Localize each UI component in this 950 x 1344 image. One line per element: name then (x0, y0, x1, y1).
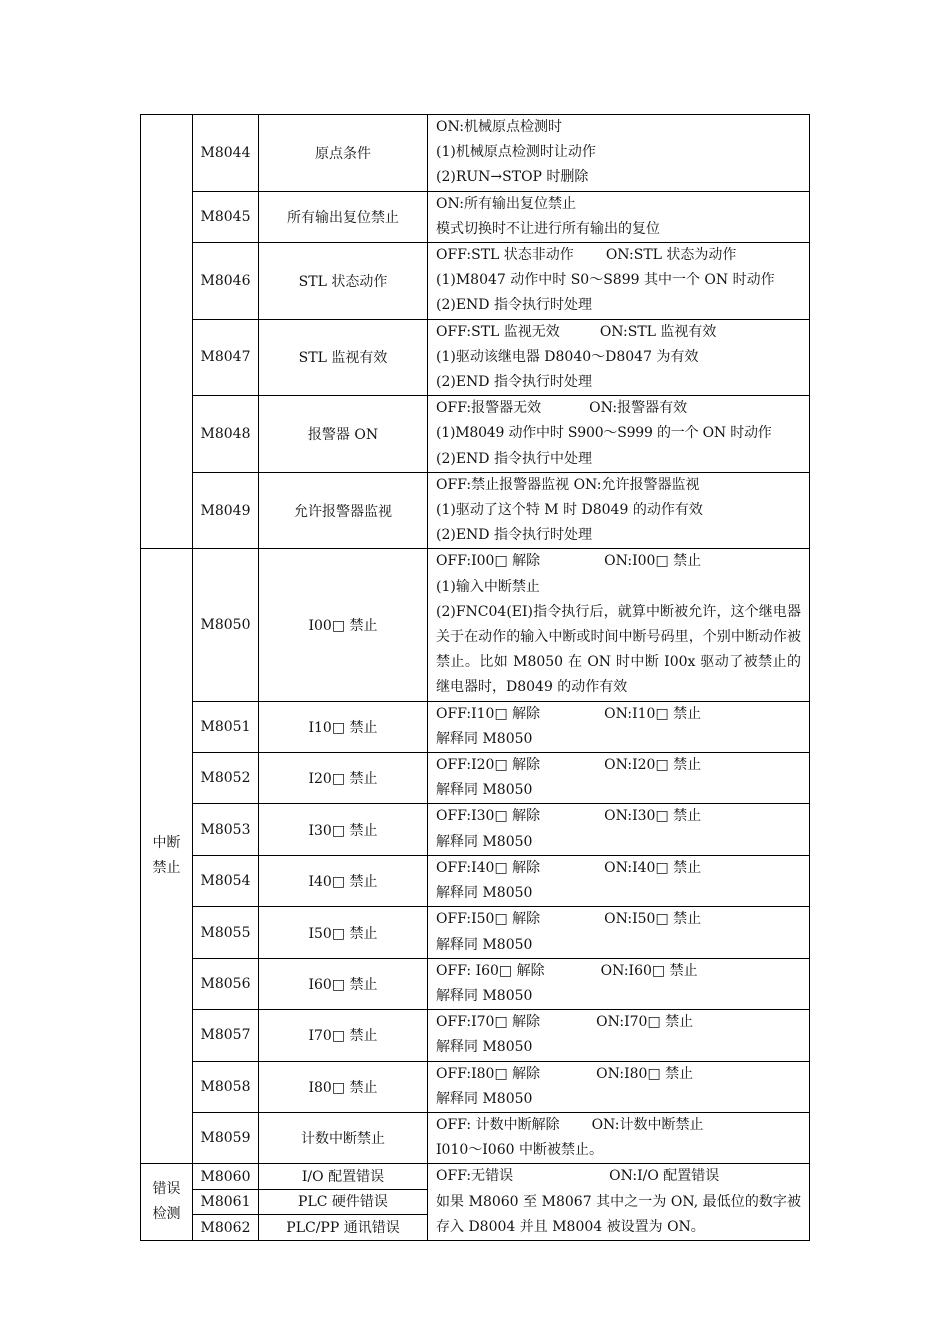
desc-line: (1)M8049 动作中时 S900～S999 的一个 ON 时动作 (436, 425, 772, 442)
off-state: OFF:I40□ 解除 (436, 859, 541, 876)
relay-code: M8044 (193, 115, 259, 192)
relay-code: M8053 (193, 804, 259, 855)
on-state: ON:I/O 配置错误 (609, 1168, 720, 1185)
desc-line: 解释同 M8050 (436, 1039, 533, 1056)
desc-line: 解释同 M8050 (436, 833, 533, 850)
off-state: OFF:STL 监视无效 (436, 323, 560, 340)
off-state: OFF:无错误 (436, 1168, 514, 1185)
relay-description (428, 1112, 810, 1163)
on-state: ON:I20□ 禁止 (604, 757, 702, 774)
off-state: OFF: I60□ 解除 (436, 962, 545, 979)
relay-name: I50□ 禁止 (259, 907, 428, 958)
relay-description (428, 472, 810, 549)
on-state: ON:I60□ 禁止 (600, 962, 698, 979)
on-state: ON:STL 监视有效 (599, 323, 717, 340)
category-label: 禁止 (152, 860, 181, 877)
table-row (141, 1164, 810, 1190)
relay-code: M8050 (193, 549, 259, 701)
table-row (141, 115, 810, 192)
relay-description (428, 753, 810, 804)
relay-name: 计数中断禁止 (259, 1112, 428, 1163)
relay-description (428, 549, 810, 701)
on-state: ON:报警器有效 (589, 400, 688, 417)
relay-description (428, 191, 810, 242)
off-state: OFF:I50□ 解除 (436, 911, 541, 928)
relay-code: M8057 (193, 1010, 259, 1061)
relay-name: I30□ 禁止 (259, 804, 428, 855)
relay-description (428, 1164, 810, 1241)
table-row (141, 958, 810, 1009)
relay-code: M8051 (193, 701, 259, 752)
relay-name: 允许报警器监视 (259, 472, 428, 549)
off-state: OFF:报警器无效 (436, 400, 542, 417)
relay-name: I40□ 禁止 (259, 855, 428, 906)
desc-line: OFF:禁止报警器监视 ON:允许报警器监视 (436, 476, 700, 493)
relay-name: I/O 配置错误 (259, 1164, 428, 1190)
on-state: ON:I80□ 禁止 (596, 1065, 694, 1082)
relay-description (428, 1010, 810, 1061)
relay-description (428, 319, 810, 396)
table-row (141, 243, 810, 320)
relay-code: M8045 (193, 191, 259, 242)
relay-code: M8054 (193, 855, 259, 906)
table-row (141, 319, 810, 396)
table-row (141, 191, 810, 242)
relay-description (428, 958, 810, 1009)
relay-name: STL 状态动作 (259, 243, 428, 320)
desc-line: (2)END 指令执行时处理 (436, 297, 592, 314)
desc-line: (2)RUN→STOP 时删除 (436, 169, 589, 186)
off-state: OFF:I30□ 解除 (436, 808, 541, 825)
category-label: 中断 (152, 835, 181, 852)
relay-name: I70□ 禁止 (259, 1010, 428, 1061)
relay-name: STL 监视有效 (259, 319, 428, 396)
table-row (141, 804, 810, 855)
relay-description (428, 1061, 810, 1112)
desc-line: ON:机械原点检测时 (436, 119, 562, 135)
desc-line: I010～I060 中断被禁止。 (436, 1142, 603, 1159)
relay-name: 所有输出复位禁止 (259, 191, 428, 242)
off-state: OFF: 计数中断解除 (436, 1116, 560, 1133)
on-state: ON:I10□ 禁止 (604, 705, 702, 722)
desc-line: 解释同 M8050 (436, 987, 533, 1004)
relay-code: M8056 (193, 958, 259, 1009)
on-state: ON:I50□ 禁止 (604, 911, 702, 928)
on-state: ON:I00□ 禁止 (604, 553, 702, 570)
relay-name: PLC/PP 通讯错误 (259, 1215, 428, 1241)
desc-line: (1)机械原点检测时让动作 (436, 144, 596, 161)
relay-code: M8058 (193, 1061, 259, 1112)
relay-description (428, 804, 810, 855)
on-state: ON:I30□ 禁止 (604, 808, 702, 825)
desc-line: (2)END 指令执行中处理 (436, 450, 592, 467)
desc-line: 解释同 M8050 (436, 936, 533, 953)
relay-description (428, 115, 810, 192)
desc-line: (2)END 指令执行时处理 (436, 374, 592, 391)
desc-line: ON:所有输出复位禁止 (436, 195, 576, 212)
desc-line: (1)驱动了这个特 M 时 D8049 的动作有效 (436, 502, 703, 519)
relay-code: M8049 (193, 472, 259, 549)
off-state: OFF:I10□ 解除 (436, 705, 541, 722)
table-row (141, 472, 810, 549)
relay-name: I60□ 禁止 (259, 958, 428, 1009)
category-cell (141, 115, 193, 549)
on-state: ON:计数中断禁止 (591, 1116, 704, 1133)
relay-description (428, 701, 810, 752)
relay-code: M8046 (193, 243, 259, 320)
category-label: 错误 (152, 1181, 181, 1198)
table-row (141, 1010, 810, 1061)
table-row (141, 701, 810, 752)
relay-code: M8055 (193, 907, 259, 958)
relay-description (428, 907, 810, 958)
relay-description (428, 243, 810, 320)
desc-line: (1)输入中断禁止 (436, 578, 540, 595)
desc-paragraph: 如果 M8060 至 M8067 其中之一为 ON, 最低位的数字被存入 D8004 并且 M8004 被设置为 ON。 (436, 1193, 801, 1235)
desc-line: 解释同 M8050 (436, 730, 533, 747)
category-cell (141, 549, 193, 1164)
relay-code: M8059 (193, 1112, 259, 1163)
category-label: 检测 (152, 1206, 181, 1223)
relay-code: M8048 (193, 396, 259, 473)
relay-name: 原点条件 (259, 115, 428, 192)
table-row (141, 1112, 810, 1163)
category-cell (141, 1164, 193, 1241)
relay-code: M8060 (193, 1164, 259, 1190)
desc-line: 解释同 M8050 (436, 1090, 533, 1107)
off-state: OFF:STL 状态非动作 (436, 247, 574, 264)
relay-code: M8052 (193, 753, 259, 804)
relay-code: M8061 (193, 1189, 259, 1215)
on-state: ON:I70□ 禁止 (596, 1014, 694, 1031)
relay-name: PLC 硬件错误 (259, 1189, 428, 1215)
table-row (141, 855, 810, 906)
table-row (141, 753, 810, 804)
on-state: ON:I40□ 禁止 (604, 859, 702, 876)
table-row (141, 549, 810, 701)
desc-paragraph: (2)FNC04(EI)指令执行后，就算中断被允许，这个继电器关于在动作的输入中断或时间中断号码里，个别中断动作被禁止。比如 M8050 在 ON 时中断 I00x 驱动了被禁止的继电器时，D8049 的动作有效 (436, 603, 801, 696)
desc-line: 解释同 M8050 (436, 885, 533, 902)
desc-line: (1)M8047 动作中时 S0～S899 其中一个 ON 时动作 (436, 272, 775, 289)
off-state: OFF:I80□ 解除 (436, 1065, 541, 1082)
relay-name: 报警器 ON (259, 396, 428, 473)
table-row (141, 1061, 810, 1112)
desc-line: 解释同 M8050 (436, 782, 533, 799)
table-row (141, 396, 810, 473)
desc-line: 模式切换时不让进行所有输出的复位 (436, 220, 660, 237)
relay-name: I10□ 禁止 (259, 701, 428, 752)
relay-name: I20□ 禁止 (259, 753, 428, 804)
off-state: OFF:I70□ 解除 (436, 1014, 541, 1031)
off-state: OFF:I20□ 解除 (436, 757, 541, 774)
relay-description (428, 396, 810, 473)
table-row (141, 907, 810, 958)
desc-line: (2)END 指令执行时处理 (436, 527, 592, 544)
off-state: OFF:I00□ 解除 (436, 553, 541, 570)
relay-code: M8062 (193, 1215, 259, 1241)
relay-name: I80□ 禁止 (259, 1061, 428, 1112)
relay-code: M8047 (193, 319, 259, 396)
on-state: ON:STL 状态为动作 (605, 247, 737, 264)
relay-name: I00□ 禁止 (259, 549, 428, 701)
relay-description (428, 855, 810, 906)
special-relay-table (140, 114, 810, 1241)
desc-line: (1)驱动该继电器 D8040～D8047 为有效 (436, 348, 699, 365)
